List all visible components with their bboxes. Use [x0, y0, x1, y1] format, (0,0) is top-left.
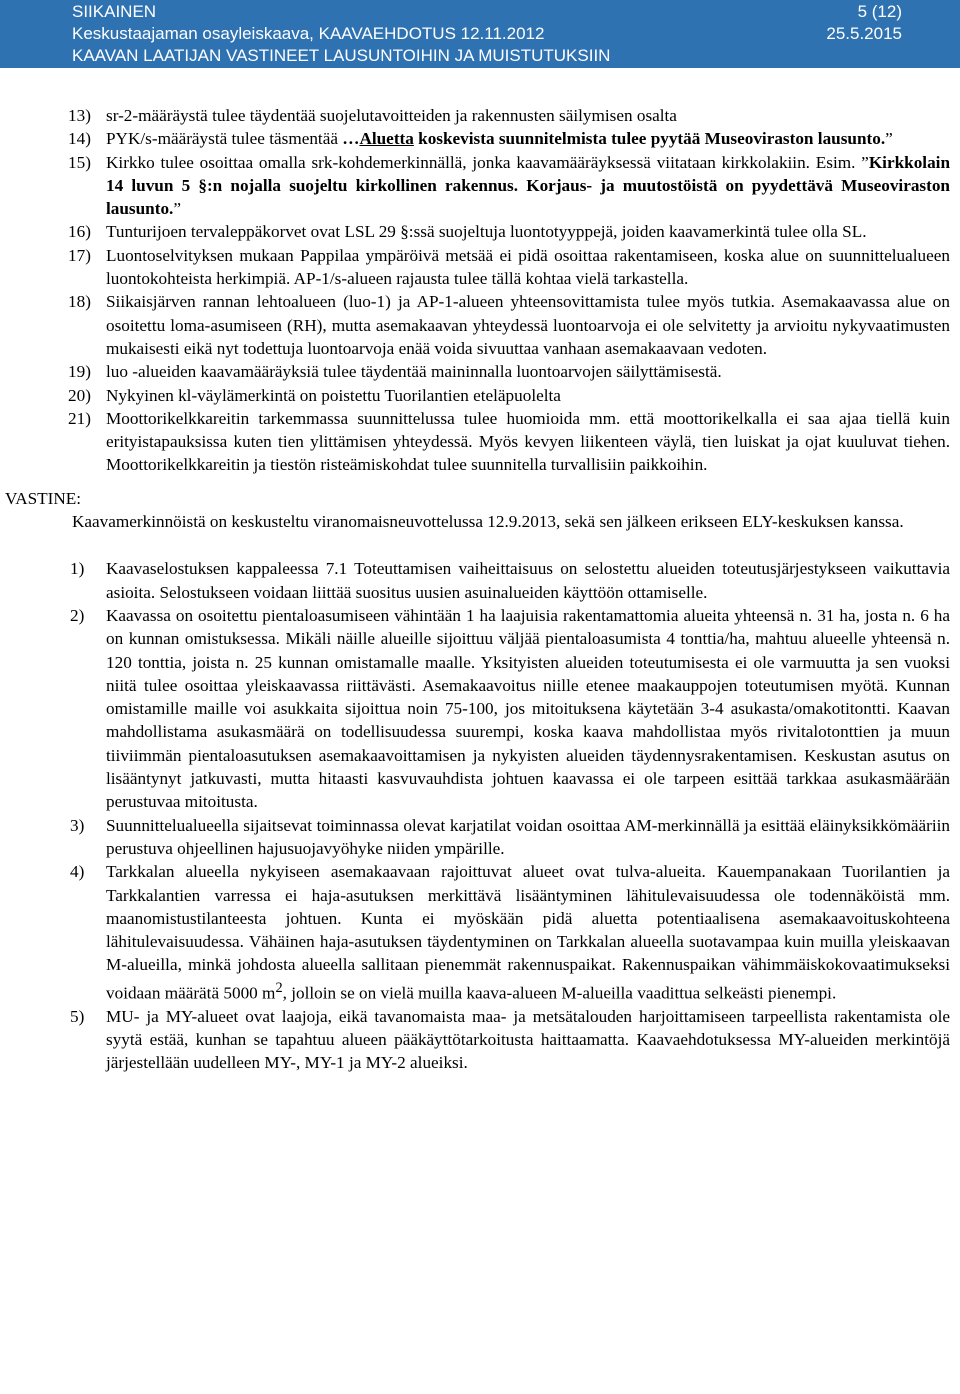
response-item-5: 5) MU- ja MY-alueet ovat laajoja, eikä tavanomaista maa- ja metsätalouden harjoittamiseen tarpeellista rakentamista ole syytä estää, kunhan se tapahtuu alueen pääkäyttötarkoitusta haittaamatta. Kaavaehdotuksessa MY-alueiden merkintöjä järjestellään uudelleen MY-, MY-1 ja MY-2 alueiksi.: [70, 1006, 950, 1073]
comment-item-20: 20) Nykyinen kl-väylämerkintä on poistettu Tuorilantien eteläpuolelta: [68, 385, 561, 405]
page-header: [0, 0, 960, 68]
document-body: [0, 104, 960, 1075]
section-title: KAAVAN LAATIJAN VASTINEET LAUSUNTOIHIN JA MUISTUTUKSIIN: [72, 46, 611, 65]
response-item-1: 1) Kaavaselostuksen kappaleessa 7.1 Toteuttamisen vaiheittaisuus on selostettu alueiden toteutusjärjestykseen vaikuttavia asioita. Selostukseen voidaan liittää suositus uusien asuinalueiden käyttöön ottamiselle.: [70, 559, 950, 602]
organization-name: SIIKAINEN: [72, 2, 157, 21]
comment-item-14: 14) PYK/s-määräystä tulee täsmentää …Aluetta koskevista suunnitelmista tulee pyytää Museoviraston lausunto.”: [68, 129, 893, 149]
comment-item-15: 15) Kirkko tulee osoittaa omalla srk-kohdemerkinnällä, jonka kaavamääräyksessä viitataan kirkkolakiin. Esim. ”Kirkkolain 14 luvun 5 §:n nojalla suojeltu kirkollinen rakennus. Korjaus- ja muutostöistä on pyydettävä Museoviraston lausunto.”: [68, 152, 950, 219]
comment-item-19: 19) luo -alueiden kaavamääräyksiä tulee täydentää maininnalla luontoarvojen säilyttämisestä.: [68, 362, 722, 382]
document-date: 25.5.2015: [826, 24, 902, 43]
page-number: 5 (12): [857, 2, 902, 21]
response-item-4: 4) Tarkkalan alueella nykyiseen asemakaavaan rajoittuvat alueet ovat tulva-alueita. Kauempanakaan Tuorilantien ja Tarkkalantien varressa ei haja-asutuksen merkittävä lisääntyminen lähitulevaisuudessa ole todennäköistä mm. maanomistustilanteesta johtuen. Kunta ei myöskään pidä aluetta potentiaalisena asemakaavoituskohteena lähitulevaisuudessa. Vähäinen haja-asutuksen täydentyminen on Tarkkalan alueella suotavampaa kuin muilla yleiskaavan M-alueilla, minkä johdosta alueella sallitaan pienemmät rakennuspaikat. Rakennuspaikan vähimmäiskokovaatimukseksi voidaan määrätä 5000 $m^2$, jolloin se on vielä muilla kaava-alueen M-alueilla vaadittua selkeästi pienempi.: [70, 862, 950, 1003]
response-item-3: 3) Suunnittelualueella sijaitsevat toiminnassa olevat karjatilat voidan osoittaa AM-merkinnällä ja esittää eläinyksikkömääriin perustuva ohjeellinen hajusuojavyöhyke niiden ympärille.: [70, 815, 950, 858]
response-item-2: 2) Kaavassa on osoitettu pientaloasumiseen vähintään 1 ha laajuisia rakentamattomia alueita yhteensä n. 31 ha, josta n. 6 ha on kunnan omistuksessa. Mikäli näille alueille sijoittuu väljää pientaloasumista 4 tonttia/ha, mahtuu alueelle yhteensä n. 120 tonttia, joista n. 25 kunnan omistamalle maalle. Yksityisten alueiden toteutumisesta ei ole varmuutta ja sen vuoksi niitä tulee osoittaa yleiskaavassa riittävästi. Asemakaavoitus niille etenee maakauppojen toteutumisen myötä. Kunnan omistamille maille voi asukkaita sijoittua noin 75-100, jos mitoituksena käytetään 3-4 asukasta/omakotitontti. Kaavan mahdollistama asukasmäärä on todellisuudessa suurempi, koska kaava mahdollistaa myös rivitalotonttien ja muun tiiviimmän pientaloasutuksen asemakaavoittamisen ja nykyisten alueiden täydennysrakentamisen. Keskustan asutus on lisääntynyt jatkuvasti, mutta hitaasti kasvuvauhdista johtuen kaavassa ei ole tarpeen esittää tarkkaa asukasmäärään perustuvaa mitoitusta.: [70, 605, 950, 812]
comment-item-13: 13) sr-2-määräystä tulee täydentää suojelutavoitteiden ja rakennusten säilymisen osalta: [68, 106, 677, 125]
comment-item-17: 17) Luontoselvityksen mukaan Pappilaa ympäröivä metsää ei pidä osoittaa rakentamiseen, koska alue on suunnittelualueen luontokohteista herkimpiä. AP-1/s-alueen rajausta tulee tällä kohtaa vielä tarkastella.: [68, 245, 950, 289]
comment-item-21: 21) Moottorikelkkareitin tarkemmassa suunnittelussa tulee huomioida mm. että moottorikelkalla ei saa ajaa tiellä kuin erityistapauksissa kuten tien ylittämisen yhteydessä. Myös kevyen liikenteen väylä, tien luiskat ja ojat kuuluvat tiehen. Moottorikelkkareitin ja tiestön risteämiskohdat tulee suunnitella turvallisiin paikkoihin.: [68, 408, 950, 475]
vastine-label: VASTINE:: [5, 488, 82, 508]
comment-item-18: 18) Siikaisjärven rannan lehtoalueen (luo-1) ja AP-1-alueen yhteensovittamista tulee myös tutkia. Asemakaavassa alue on osoitettu loma-asumiseen (RH), mutta asemakaavan yhteydessä luontoarvoja ei ole selvitetty ja arvioitu nykyvaatimusten mukaisesti eikä nyt todettuja luontoarvoja enää voida sivuuttaa vanhaan asemakaavaan vedoten.: [68, 292, 950, 358]
vastine-intro: Kaavamerkinnöistä on keskusteltu viranomaisneuvottelussa 12.9.2013, sekä sen jälkeen erikseen ELY-keskuksen kanssa.: [72, 512, 904, 532]
document-title: Keskustaajaman osayleiskaava, KAAVAEHDOTUS 12.11.2012: [72, 24, 545, 43]
comment-item-16: 16) Tunturijoen tervaleppäkorvet ovat LSL 29 §:ssä suojeltuja luontotyyppejä, joiden kaavamerkintä tulee olla SL.: [68, 222, 867, 242]
